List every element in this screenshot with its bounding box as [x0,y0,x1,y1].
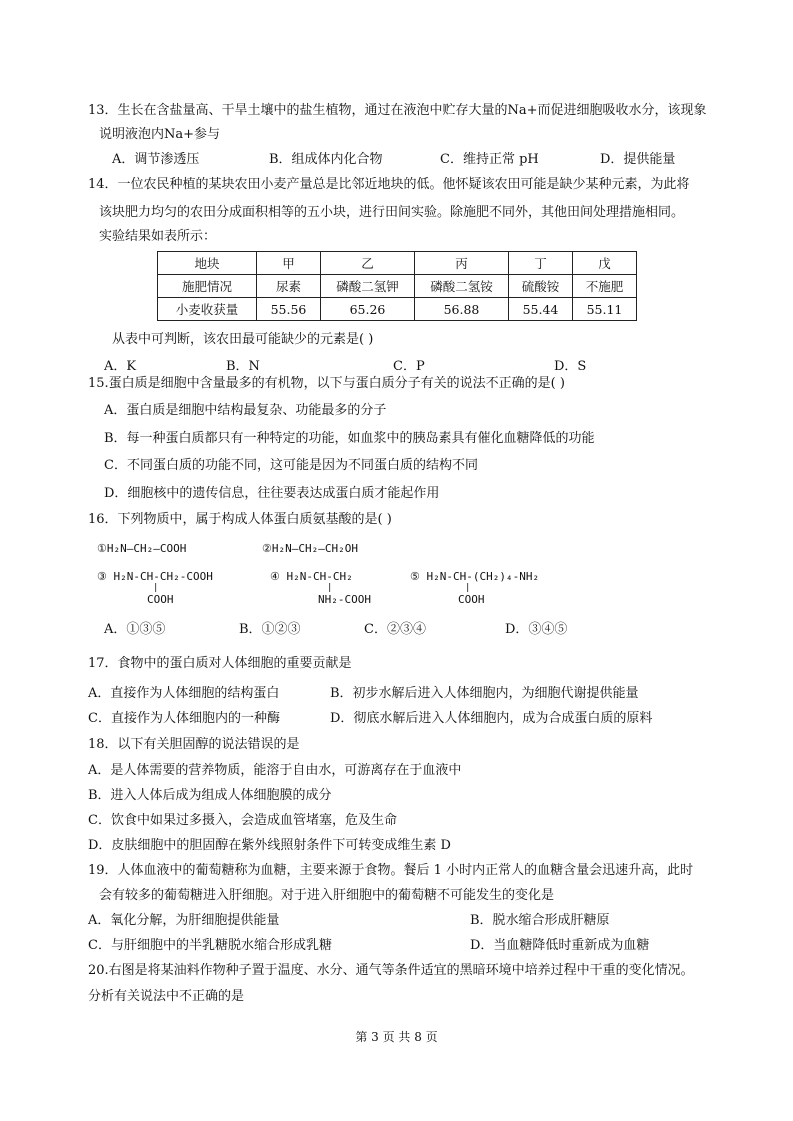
table-cell: 硫酸铵 [509,275,573,298]
q19-stem-line1: 19．人体血液中的葡萄糖称为血糖，主要来源于食物。餐后 1 小时内正常人的血糖含量会迅速升高，此时 [88,863,694,878]
q19-option-a: A．氧化分解，为肝细胞提供能量 [88,913,280,928]
q18-option-a: A．是人体需要的营养物质，能溶于自由水，可游离存在于血液中 [88,763,462,778]
q14-stem-line4: 从表中可判断，该农田最可能缺少的元素是( ) [112,332,374,347]
q20-stem-line2: 分析有关说法中不正确的是 [88,989,245,1004]
table-cell: 丙 [415,252,509,275]
q15-option-a: A．蛋白质是细胞中结构最复杂、功能最多的分子 [104,403,387,418]
q13-option-a: A．调节渗透压 [112,152,200,167]
table-cell: 不施肥 [573,275,637,298]
q17-option-d: D．彻底水解后进入人体细胞内，成为合成蛋白质的原料 [330,711,653,726]
q16-stem: 16．下列物质中，属于构成人体蛋白质氨基酸的是( ) [88,512,392,527]
q15-option-b: B．每一种蛋白质都只有一种特定的功能，如血浆中的胰岛素具有催化血糖降低的功能 [104,431,595,446]
table-cell: 65.26 [321,298,415,321]
table-cell: 55.11 [573,298,637,321]
table-cell: 55.56 [257,298,321,321]
table-cell: 尿素 [257,275,321,298]
q13-option-b: B．组成体内化合物 [269,152,383,167]
q16-compound-4: ④ H₂N-CH-CH₂ [270,570,353,583]
q16-compound-2: ②H₂N—CH₂—CH₂OH [262,542,358,555]
q14-stem-line3: 实验结果如表所示： [99,229,217,244]
q14-option-b: B．N [226,359,260,374]
table-row [158,275,637,298]
q13-option-c: C．维持正常 pH [440,152,539,167]
q14-option-d: D．S [554,359,587,374]
q18-option-d: D．皮肤细胞中的胆固醇在紫外线照射条件下可转变成维生素 D [88,838,451,853]
q19-option-d: D．当血糖降低时重新成为血糖 [470,938,650,953]
q13-stem-line1: 13．生长在含盐量高、干旱土壤中的盐生植物，通过在液泡中贮存大量的Na+而促进细胞吸收水分，该现象 [88,103,707,118]
fertilizer-results-table [157,251,637,321]
q16-option-c: C．②③④ [364,622,426,637]
q16-compound-5-branch: COOH [458,593,485,606]
q15-stem: 15.蛋白质是细胞中含量最多的有机物，以下与蛋白质分子有关的说法不正确的是( ) [88,376,565,391]
q14-stem-line2: 该块肥力均匀的农田分成面积相等的五小块，进行田间实验。除施肥不同外，其他田间处理措施相同。 [99,205,685,220]
q18-stem: 18．以下有关胆固醇的说法错误的是 [88,737,300,752]
table-cell: 56.88 [415,298,509,321]
q16-compound-1: ①H₂N—CH₂—COOH [97,542,187,555]
q20-stem-line1: 20.右图是将某油料作物种子置于温度、水分、通气等条件适宜的黑暗环境中培养过程中干重的变化情况。 [88,963,694,978]
q19-option-c: C．与肝细胞中的半乳糖脱水缩合形成乳糖 [88,938,332,953]
q13-option-d: D．提供能量 [600,152,676,167]
table-cell: 乙 [321,252,415,275]
q17-option-a: A．直接作为人体细胞的结构蛋白 [88,686,280,701]
q16-compound-5: ⑤ H₂N-CH-(CH₂)₄-NH₂ [410,570,540,583]
q16-option-d: D．③④⑤ [505,622,568,637]
q17-option-b: B．初步水解后进入人体细胞内，为细胞代谢提供能量 [330,686,639,701]
q14-stem-line1: 14．一位农民种植的某块农田小麦产量总是比邻近地块的低。他怀疑该农田可能是缺少某种元素，为此将 [88,177,690,192]
table-cell: 55.44 [509,298,573,321]
table-cell: 丁 [509,252,573,275]
q16-compound-4-bond: | [327,583,333,593]
page-footer: 第 3 页 共 8 页 [355,1030,438,1044]
table-cell: 小麦收获量 [158,298,257,321]
table-cell: 磷酸二氢钾 [321,275,415,298]
q16-compound-4-branch: NH₂-COOH [318,593,371,606]
table-cell: 施肥情况 [158,275,257,298]
table-cell: 戊 [573,252,637,275]
q18-option-b: B．进入人体后成为组成人体细胞膜的成分 [88,788,332,803]
q16-option-a: A．①③⑤ [104,622,166,637]
q18-option-c: C．饮食中如果过多摄入，会造成血管堵塞，危及生命 [88,813,397,828]
q16-compound-3-bond: | [153,583,159,593]
q16-compound-5-bond: | [465,583,471,593]
q16-compound-3: ③ H₂N-CH-CH₂-COOH [97,570,213,583]
q13-stem-line2: 说明液泡内Na+参与 [99,127,221,142]
q17-option-c: C．直接作为人体细胞内的一种酶 [88,711,280,726]
q19-option-b: B．脱水缩合形成肝糖原 [470,913,610,928]
table-row [158,252,637,275]
table-cell: 甲 [257,252,321,275]
q16-option-b: B．①②③ [239,622,301,637]
q15-option-c: C．不同蛋白质的功能不同，这可能是因为不同蛋白质的结构不同 [104,458,478,473]
q17-stem: 17．食物中的蛋白质对人体细胞的重要贡献是 [88,656,352,671]
q14-option-a: A．K [104,359,137,374]
table-row [158,298,637,321]
q19-stem-line2: 会有较多的葡萄糖进入肝细胞。对于进入肝细胞中的葡萄糖不可能发生的变化是 [99,888,555,903]
q16-compound-3-branch: COOH [147,593,174,606]
table-cell: 磷酸二氢铵 [415,275,509,298]
table-cell: 地块 [158,252,257,275]
q14-option-c: C．P [393,359,425,374]
q15-option-d: D．细胞核中的遗传信息，往往要表达成蛋白质才能起作用 [104,486,440,501]
